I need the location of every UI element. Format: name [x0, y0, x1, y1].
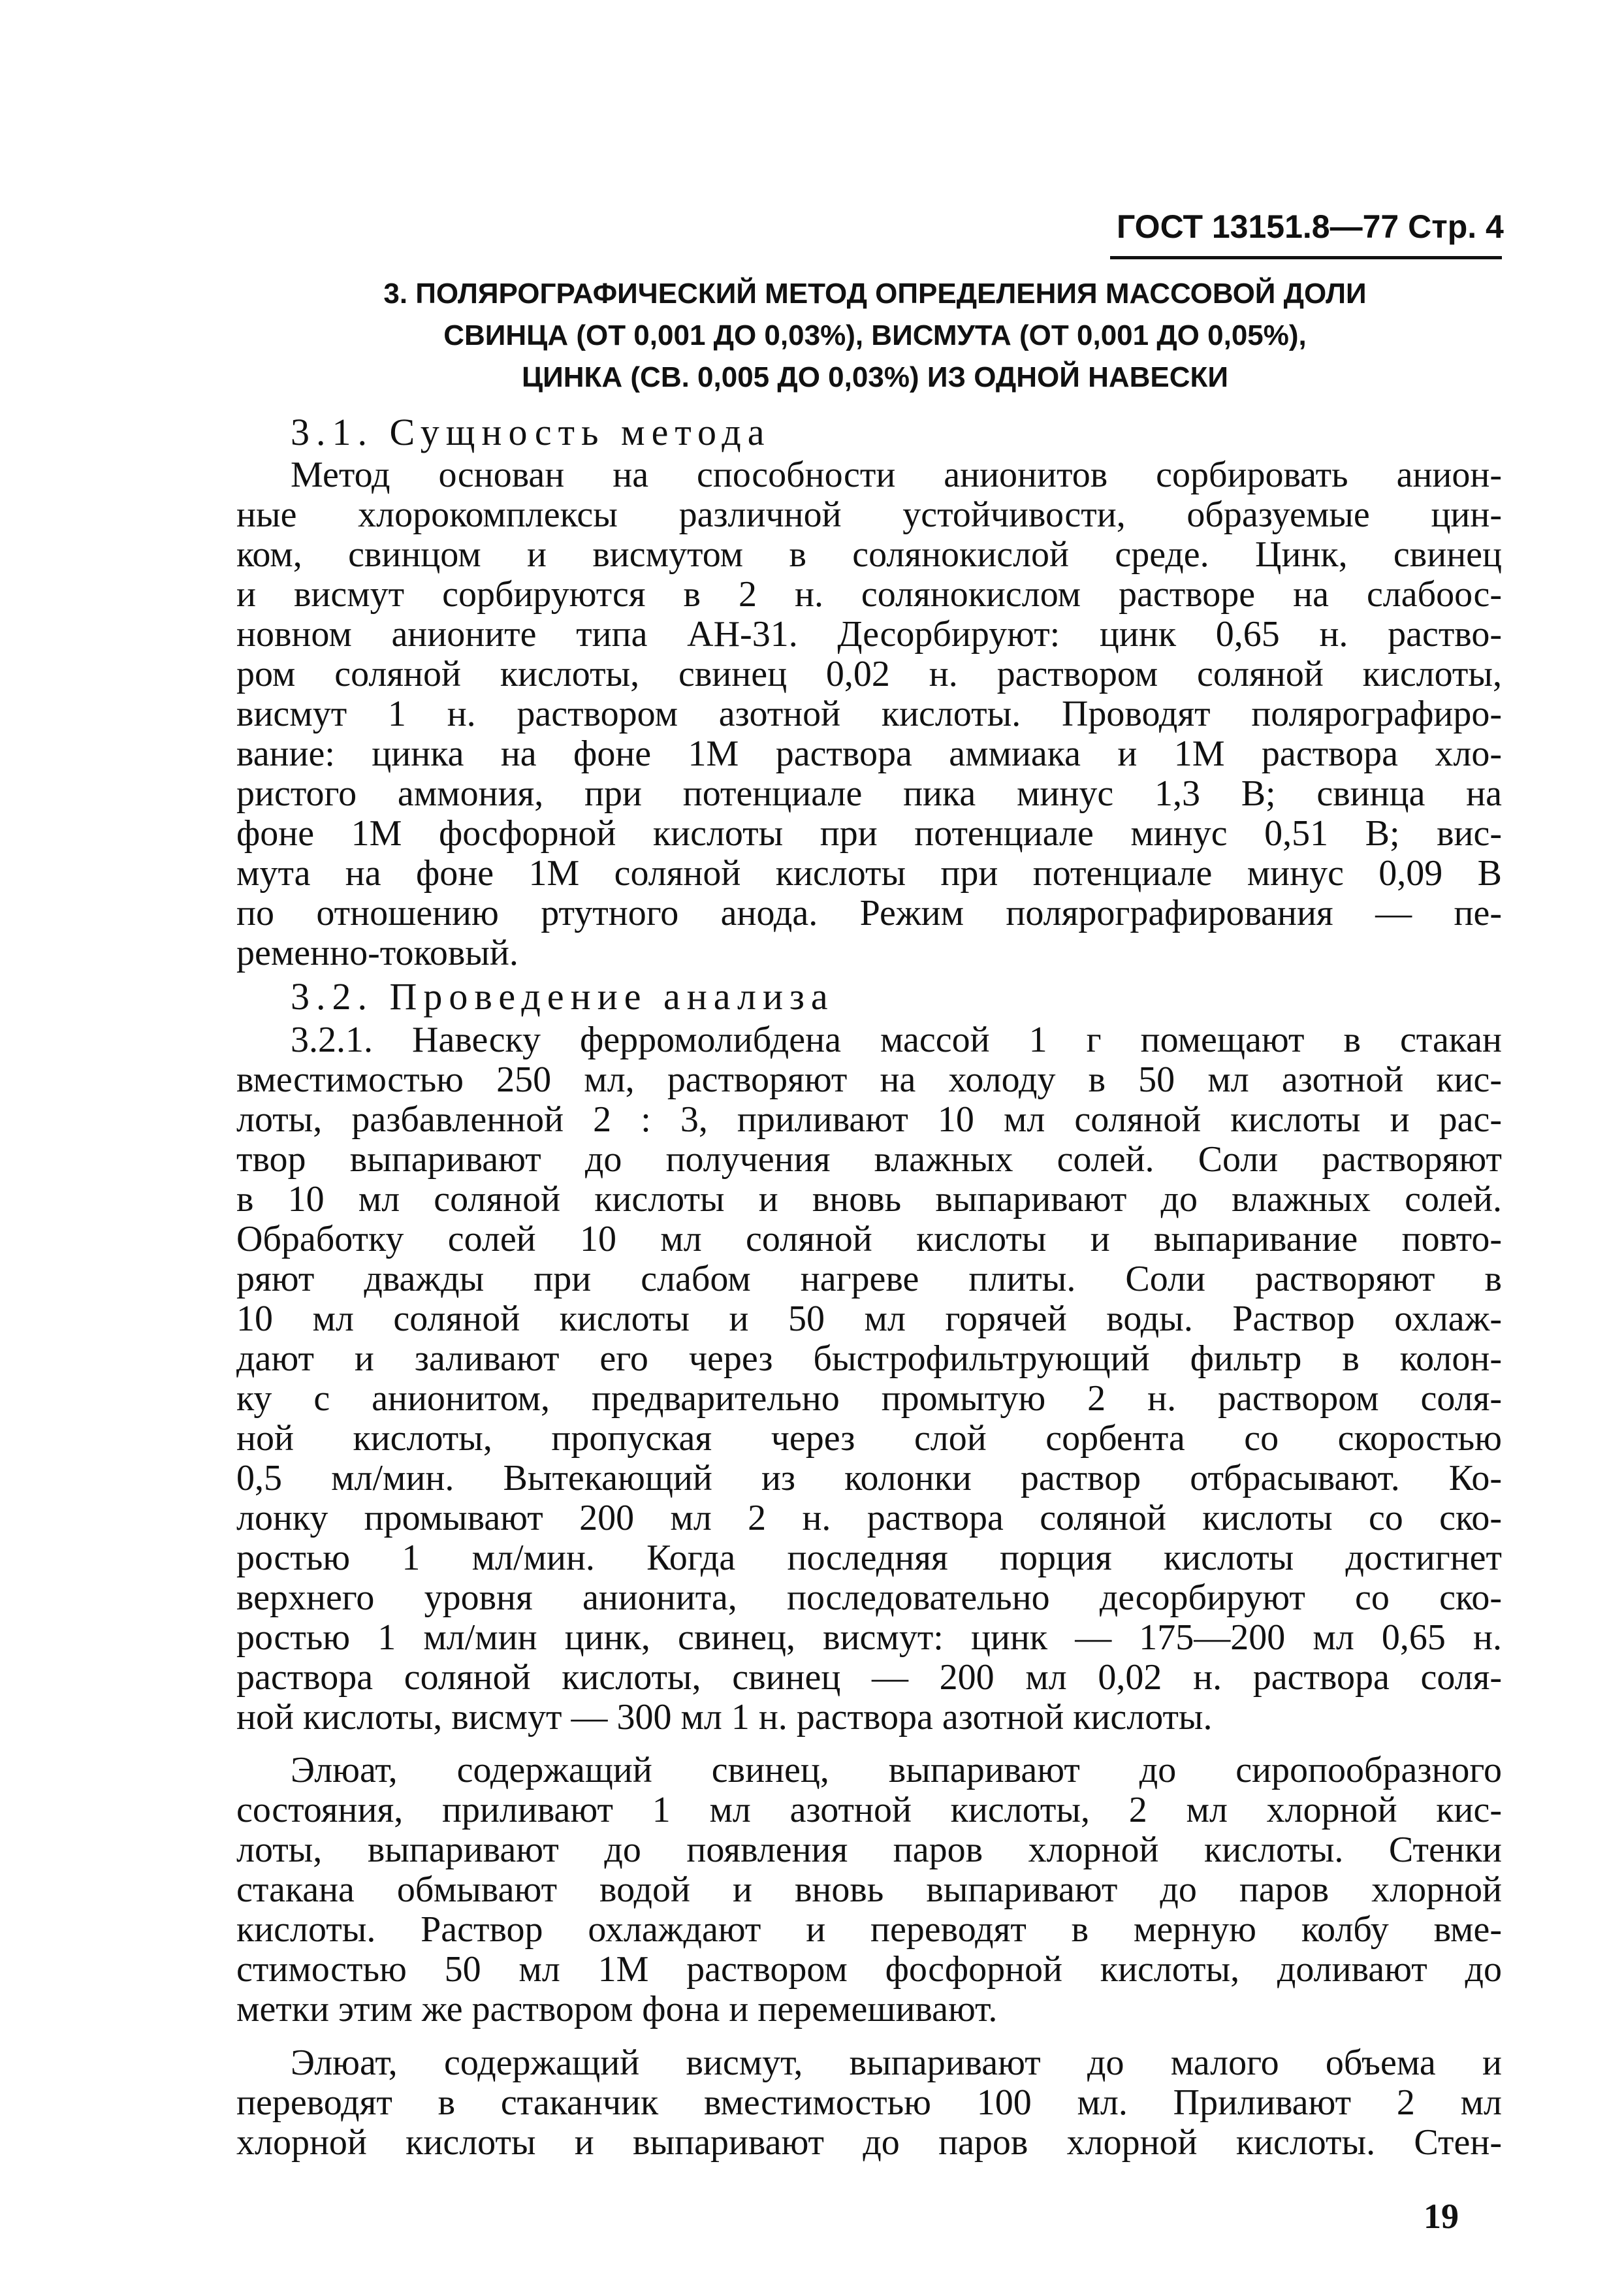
text-line: метки этим же раствором фона и перемешивают.	[236, 1989, 998, 2029]
text-line: ряют дважды при слабом нагреве плиты. Соли растворяют в	[236, 1259, 1502, 1299]
text-line: ром соляной кислоты, свинец 0,02 н. раствором соляной кислоты,	[236, 654, 1502, 694]
text-line: ной кислоты, пропуская через слой сорбента со скоростью	[236, 1418, 1502, 1459]
text-line: 0,5 мл/мин. Вытекающий из колонки раствор отбрасывают. Ко-	[236, 1458, 1502, 1498]
heading-line: ЦИНКА (СВ. 0,005 ДО 0,03%) ИЗ ОДНОЙ НАВЕСКИ	[522, 361, 1228, 393]
text-line: дают и заливают его через быстрофильтрующий фильтр в колон-	[236, 1338, 1502, 1379]
text-line: и висмут сорбируются в 2 н. солянокислом растворе на слабоос-	[236, 574, 1502, 615]
heading-line: СВИНЦА (ОТ 0,001 ДО 0,03%), ВИСМУТА (ОТ 0,001 ДО 0,05%),	[443, 319, 1307, 351]
subsection-title-3-2: 3.2. Проведение анализа	[291, 975, 835, 1018]
section-heading	[274, 273, 1476, 398]
page-number: 19	[1424, 2197, 1459, 2236]
text-line: ку с анионитом, предварительно промытую 2 н. раствором соля-	[236, 1378, 1502, 1419]
text-line: вание: цинка на фоне 1М раствора аммиака и 1М раствора хло-	[236, 734, 1502, 774]
text-line: Обработку солей 10 мл соляной кислоты и выпаривание повто-	[236, 1219, 1502, 1259]
text-line: ной кислоты, висмут — 300 мл 1 н. раствора азотной кислоты.	[236, 1697, 1213, 1737]
text-line: в 10 мл соляной кислоты и вновь выпаривают до влажных солей.	[236, 1179, 1502, 1220]
text-line: висмут 1 н. раствором азотной кислоты. Проводят полярографиро-	[236, 694, 1502, 734]
text-line: кислоты. Раствор охлаждают и переводят в мерную колбу вме-	[236, 1909, 1502, 1950]
text-line: 10 мл соляной кислоты и 50 мл горячей воды. Раствор охлаж-	[236, 1299, 1502, 1339]
text-line: ростью 1 мл/мин. Когда последняя порция кислоты достигнет	[236, 1538, 1502, 1578]
text-line: Элюат, содержащий свинец, выпаривают до сиропообразного	[291, 1750, 1502, 1790]
header-rule	[1110, 256, 1502, 259]
text-line: ристого аммония, при потенциале пика минус 1,3 В; свинца на	[236, 773, 1502, 814]
text-line: стимостью 50 мл 1М раствором фосфорной кислоты, доливают до	[236, 1949, 1502, 1990]
subsection-title-3-1: 3.1. Сущность метода	[291, 411, 771, 453]
text-line: по отношению ртутного анода. Режим полярографирования — пе-	[236, 893, 1502, 933]
text-line: фоне 1М фосфорной кислоты при потенциале минус 0,51 В; вис-	[236, 813, 1502, 854]
text-line: ременно-токовый.	[236, 933, 518, 973]
text-line: ные хлорокомплексы различной устойчивости, образуемые цин-	[236, 494, 1502, 535]
text-line: твор выпаривают до получения влажных солей. Соли растворяют	[236, 1139, 1502, 1180]
text-line: Элюат, содержащий висмут, выпаривают до малого объема и	[291, 2043, 1502, 2083]
text-line: Метод основан на способности анионитов сорбировать анион-	[291, 455, 1502, 495]
text-line: переводят в стаканчик вместимостью 100 мл. Приливают 2 мл	[236, 2082, 1502, 2123]
text-line: стакана обмывают водой и вновь выпаривают до паров хлорной	[236, 1869, 1502, 1910]
text-line: верхнего уровня анионита, последовательно десорбируют со ско-	[236, 1577, 1502, 1618]
text-line: лоты, выпаривают до появления паров хлорной кислоты. Стенки	[236, 1830, 1502, 1870]
text-line: хлорной кислоты и выпаривают до паров хлорной кислоты. Стен-	[236, 2122, 1502, 2163]
text-line: новном анионите типа АН-31. Десорбируют: цинк 0,65 н. раство-	[236, 614, 1502, 654]
text-line: вместимостью 250 мл, растворяют на холоду в 50 мл азотной кис-	[236, 1059, 1502, 1100]
text-line: мута на фоне 1М соляной кислоты при потенциале минус 0,09 В	[236, 853, 1502, 894]
text-line: лонку промывают 200 мл 2 н. раствора соляной кислоты со ско-	[236, 1498, 1502, 1538]
running-header: ГОСТ 13151.8—77 Стр. 4	[1117, 208, 1504, 245]
heading-line: 3. ПОЛЯРОГРАФИЧЕСКИЙ МЕТОД ОПРЕДЕЛЕНИЯ МАССОВОЙ ДОЛИ	[383, 278, 1367, 310]
text-line: раствора соляной кислоты, свинец — 200 мл 0,02 н. раствора соля-	[236, 1657, 1502, 1698]
text-line: ростью 1 мл/мин цинк, свинец, висмут: цинк — 175—200 мл 0,65 н.	[236, 1617, 1502, 1658]
text-line: лоты, разбавленной 2 : 3, приливают 10 мл соляной кислоты и рас-	[236, 1099, 1502, 1140]
text-line: состояния, приливают 1 мл азотной кислоты, 2 мл хлорной кис-	[236, 1790, 1502, 1830]
text-line: ком, свинцом и висмутом в солянокислой среде. Цинк, свинец	[236, 534, 1502, 575]
text-line: 3.2.1. Навеску ферромолибдена массой 1 г помещают в стакан	[291, 1020, 1502, 1060]
